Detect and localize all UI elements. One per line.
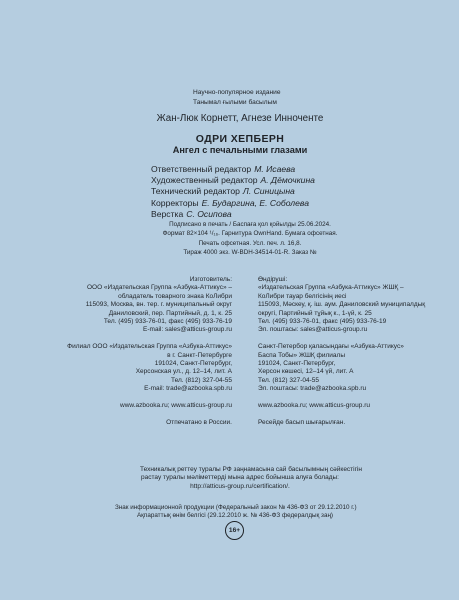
editorial-credits xyxy=(151,164,315,220)
info-line: 115093, Москва, вн. тер. г. муниципальный округ xyxy=(85,301,232,309)
book-title: ОДРИ ХЕПБЕРН xyxy=(195,133,285,145)
info-line: Тел. (495) 933-76-01, факс (495) 933-76-19 xyxy=(258,318,387,326)
info-line: ООО «Издательская Группа «Азбука-Аттикус» – xyxy=(86,284,232,292)
info-line: Даниловский, пер. Партийный, д. 1, к. 25 xyxy=(108,309,232,317)
credit-row xyxy=(151,209,315,220)
publisher-info-kz xyxy=(258,276,438,427)
info-line: Знак информационной продукции (Федеральный закон № 436-ФЗ от 29.12.2010 г.) xyxy=(115,504,357,511)
genre-kz: Танымал ғылыми басылым xyxy=(193,99,277,106)
info-line: Баспа Тобы» ЖШҚ филиалы xyxy=(258,351,345,359)
info-line: «Издательская Группа «Азбука-Аттикус» ЖШҚ – xyxy=(258,284,404,292)
book-subtitle: Ангел с печальными глазами xyxy=(172,145,308,155)
info-line: Тел. (495) 933-76-01, факс (495) 933-76-19 xyxy=(103,318,232,326)
print-line: Формат 82×104 ¹/₁₆. Гарнитура OwnHand. Бумага офсетная. xyxy=(162,230,338,238)
info-line: КоЛибри тауар белгісінің иесі xyxy=(258,292,347,300)
credit-name: А. Дёмочкина xyxy=(260,175,315,186)
info-line: 191024, Санкт-Петербург, xyxy=(154,360,232,368)
print-line: Подписано в печать / Баспаға қол қойылды 25.06.2024. xyxy=(169,221,331,228)
credit-row xyxy=(151,198,315,209)
email-line: Эл. поштасы: trade@azbooka.spb.ru xyxy=(258,385,367,393)
book-authors: Жан-Люк Корнетт, Агнезе Инноченте xyxy=(156,113,324,124)
info-line: Тел. (812) 327-04-55 xyxy=(258,376,320,384)
info-line: Санкт-Петербор қаласындағы «Азбука-Аттикус» xyxy=(258,343,404,351)
info-line: Херсон көшесі, 12–14 үй, лит. А xyxy=(258,368,354,376)
credit-name: Л. Синицына xyxy=(242,186,295,197)
info-product-sign xyxy=(115,504,355,521)
email-line: Эл. поштасы: sales@atticus-group.ru xyxy=(258,326,368,334)
genre-label xyxy=(193,88,281,108)
certification-info xyxy=(140,466,363,491)
credit-row xyxy=(151,175,315,186)
credit-role: Корректоры xyxy=(151,197,199,208)
info-line: 191024, Санкт-Петербург, xyxy=(258,360,336,368)
info-line: Херсонская ул., д. 12–14, лит. А xyxy=(135,368,232,376)
email-line: E-mail: trade@azbooka.spb.ru xyxy=(144,385,232,393)
age-rating-badge: 16+ xyxy=(225,521,244,540)
credit-role: Художественный редактор xyxy=(151,175,258,186)
credit-name: С. Осипова xyxy=(186,208,232,219)
credit-row xyxy=(151,164,315,175)
info-line: Өндіруші: xyxy=(258,276,288,283)
website-line: www.azbooka.ru; www.atticus-group.ru xyxy=(258,402,370,410)
credit-row xyxy=(151,186,315,197)
info-line: Ақпараттық өнім белгісі (29.12.2010 ж. № 436-ФЗ федералдық заң) xyxy=(136,512,334,520)
info-line: обладатель товарного знака КоЛибри xyxy=(118,292,232,300)
info-line: растау туралы мәліметтерді мына адрес бойынша алуға болады: xyxy=(141,474,339,482)
website-line: www.azbooka.ru; www.atticus-group.ru xyxy=(120,402,232,410)
print-line: Печать офсетная. Усл. печ. л. 16,8. xyxy=(198,239,302,247)
publisher-info-ru xyxy=(40,276,232,427)
credit-role: Ответственный редактор xyxy=(151,164,252,174)
credit-name: Е. Бударгина, Е. Соболева xyxy=(201,197,310,208)
credit-role: Верстка xyxy=(151,208,184,219)
email-line: E-mail: sales@atticus-group.ru xyxy=(143,326,232,334)
info-line: 115093, Мәскеу, қ. іш. аум. Даниловский муниципалдық xyxy=(258,301,426,309)
print-details xyxy=(150,220,350,258)
info-line: в г. Санкт-Петербурге xyxy=(167,351,232,359)
printed-in-line: Отпечатано в России. xyxy=(166,418,232,426)
info-line: Тел. (812) 327-04-55 xyxy=(170,376,232,384)
genre-ru: Научно-популярное издание xyxy=(193,89,281,96)
info-line: округі, Партийный тұйық к., 1-үй, к. 25 xyxy=(258,309,372,317)
certification-url: http://atticus-group.ru/certification/. xyxy=(190,482,290,490)
info-line: Филиал ООО «Издательская Группа «Азбука-Аттикус» xyxy=(67,343,232,351)
info-line: Техникалық реттеу туралы РФ заңнамасына сай басылымның сәйкестігін xyxy=(140,466,363,473)
printed-in-line: Ресейде басып шығарылған. xyxy=(258,418,346,426)
credit-role: Технический редактор xyxy=(151,186,240,197)
info-line: Изготовитель: xyxy=(189,276,232,283)
credit-name: М. Исаева xyxy=(254,164,296,174)
print-line: Тираж 4000 экз. W-BDH-34514-01-R. Заказ № xyxy=(183,249,317,257)
